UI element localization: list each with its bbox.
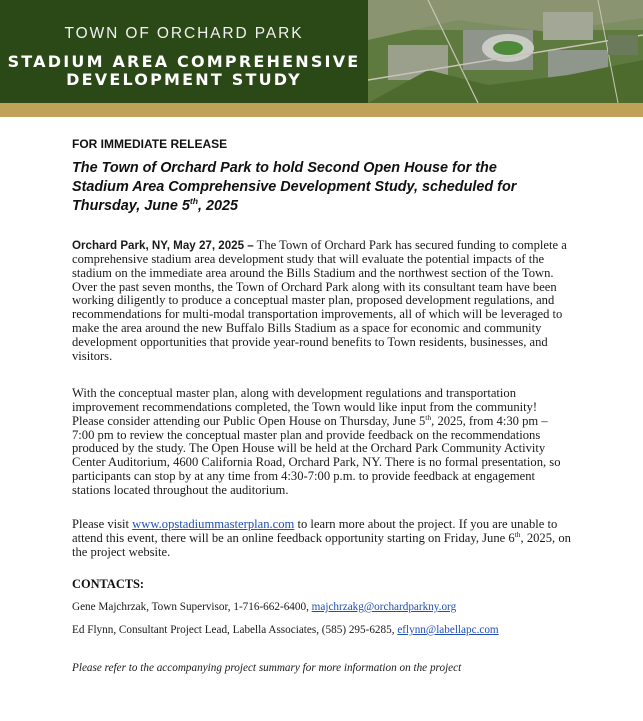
- headline-line1: The Town of Orchard Park to hold Second Open House for the: [72, 160, 497, 176]
- paragraph-intro-text: The Town of Orchard Park has secured funding to complete a comprehensive stadium area development study that will evaluate the potential impacts of the stadium on the immediate area around the Bills Stadium and the northwest section of the Town. Over the past seven months, the Town of Orchard Park along with its consultant team have been working diligently to produce a conceptual master plan, proposed development regulations, and recommendations for multi-modal transportation improvements, all of which will be leveraged to make the area around the new Buffalo Bills Stadium as a space for economic and community development opportunities that provide year-round benefits to Town residents, businesses, and visitors.: [72, 238, 567, 363]
- project-website-link[interactable]: www.opstadiummasterplan.com: [132, 517, 295, 531]
- contact-consultant-lead: [72, 624, 499, 636]
- contact1-text: Gene Majchrzak, Town Supervisor, 1-716-662-6400,: [72, 601, 312, 613]
- paragraph-website-post: , 2025, on the project website.: [72, 530, 571, 559]
- gold-divider-bar: [0, 103, 643, 117]
- paragraph-open-house-text2: , 2025, from 4:30 pm – 7:00 pm to review the conceptual master plan and provide feedback on the recommendations produced by the study. The Open House will be held at the Orchard Park Community Activity Center Auditorium, 4600 California Road, Orchard Park, NY. There is no formal presentation, so participants can stop by at any time from 4:30-7:00 p.m. to provide feedback at engagement stations located throughout the auditorium.: [72, 413, 561, 497]
- headline-line2: Stadium Area Comprehensive Development Study, scheduled for: [72, 179, 517, 195]
- footnote: Please refer to the accompanying project summary for more information on the project: [72, 662, 462, 674]
- headline: [72, 159, 552, 216]
- contact2-text: Ed Flynn, Consultant Project Lead, Labella Associates, (585) 295-6285,: [72, 624, 398, 636]
- study-title-line2: DEVELOPMENT STUDY: [66, 70, 302, 89]
- paragraph-open-house: [72, 387, 572, 498]
- banner-title-panel: [0, 0, 368, 103]
- aerial-stadium-photo: [368, 0, 643, 103]
- headline-year: , 2025: [197, 198, 238, 214]
- contact-town-supervisor: [72, 601, 456, 613]
- contacts-heading: CONTACTS:: [72, 577, 145, 591]
- paragraph-website: [72, 518, 572, 560]
- headline-date: Thursday, June 5: [72, 198, 190, 214]
- contact1-email-link[interactable]: majchrzakg@orchardparkny.org: [311, 601, 457, 613]
- headline-line3: [72, 197, 552, 216]
- headline-date-suffix: th: [189, 196, 198, 207]
- paragraph-open-house-text1: With the conceptual master plan, along with development regulations and transportation improvement recommendations completed, the Town would like input from the community! Please consider attending our Public Open House on Thursday, June 5: [72, 386, 538, 428]
- contact2-email-link[interactable]: eflynn@labellapc.com: [397, 624, 499, 636]
- study-title: [0, 53, 368, 89]
- dateline: Orchard Park, NY, May 27, 2025 –: [72, 239, 254, 252]
- paragraph-website-pre: Please visit: [72, 517, 133, 531]
- date-suffix: th: [514, 529, 521, 539]
- paragraph-website-mid: to learn more about the project. If you are unable to attend this event, there will be an online feedback opportunity starting on Friday, June 6: [72, 517, 558, 545]
- header-banner: [0, 0, 643, 103]
- paragraph-intro: [72, 239, 572, 364]
- town-name: TOWN OF ORCHARD PARK: [64, 25, 304, 42]
- study-title-line1: STADIUM AREA COMPREHENSIVE: [7, 52, 361, 71]
- release-label: FOR IMMEDIATE RELEASE: [72, 137, 228, 151]
- date-suffix: th: [425, 412, 432, 422]
